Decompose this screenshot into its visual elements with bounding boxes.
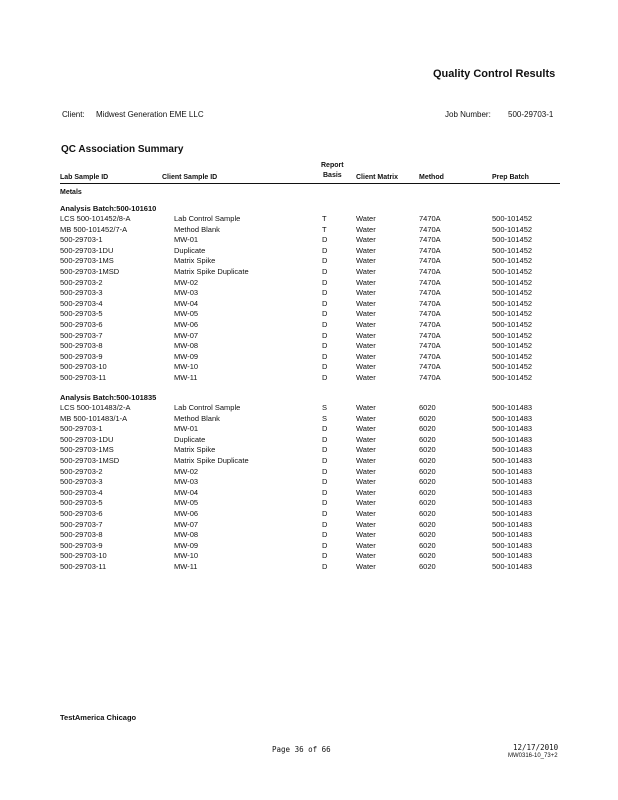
cell-prep-batch: 500-101452: [492, 320, 533, 329]
cell-lab-sample-id: LCS 500-101483/2-A: [60, 403, 131, 412]
table-row: [0, 225, 618, 236]
cell-method: 6020: [419, 403, 436, 412]
cell-client-matrix: Water: [356, 540, 376, 550]
cell-client-sample-id: MW-11: [174, 562, 198, 571]
col-header-lab-sample-id: Lab Sample ID: [60, 174, 109, 181]
table-row: [0, 488, 618, 499]
table-row: [0, 246, 618, 257]
cell-method: 7470A: [419, 214, 441, 223]
cell-client-matrix: Water: [356, 530, 376, 540]
cell-prep-batch: 500-101483: [492, 530, 533, 540]
cell-method: 7470A: [419, 351, 441, 361]
cell-prep-batch: 500-101452: [492, 373, 533, 382]
cell-report-basis: D: [322, 245, 328, 255]
cell-client-sample-id: MW-07: [174, 519, 199, 529]
cell-prep-batch: 500-101452: [492, 214, 533, 223]
cell-lab-sample-id: 500-29703-11: [60, 373, 107, 382]
cell-report-basis: D: [322, 498, 328, 508]
cell-method: 6020: [419, 498, 436, 508]
table-row: [0, 456, 618, 467]
cell-report-basis: D: [322, 373, 328, 382]
col-header-method: Method: [419, 174, 444, 181]
cell-client-matrix: Water: [356, 477, 376, 487]
cell-prep-batch: 500-101452: [492, 277, 533, 287]
cell-method: 6020: [419, 562, 436, 571]
cell-client-matrix: Water: [356, 362, 376, 372]
job-number-value: 500-29703-1: [508, 110, 554, 119]
table-row: [0, 235, 618, 246]
cell-client-sample-id: Matrix Spike Duplicate: [174, 456, 249, 465]
cell-client-matrix: Water: [356, 373, 376, 382]
cell-client-matrix: Water: [356, 224, 376, 234]
cell-client-matrix: Water: [356, 351, 376, 361]
cell-method: 7470A: [419, 277, 441, 287]
cell-client-matrix: Water: [356, 424, 376, 434]
cell-prep-batch: 500-101452: [492, 267, 533, 276]
cell-client-matrix: Water: [356, 341, 376, 351]
cell-report-basis: D: [322, 540, 328, 550]
cell-client-matrix: Water: [356, 403, 376, 412]
col-header-client-sample-id: Client Sample ID: [162, 174, 218, 181]
cell-lab-sample-id: 500-29703-7: [60, 330, 103, 340]
cell-report-basis: D: [322, 466, 328, 476]
cell-report-basis: D: [322, 434, 328, 444]
cell-lab-sample-id: 500-29703-5: [60, 498, 103, 508]
cell-lab-sample-id: 500-29703-2: [60, 466, 103, 476]
cell-method: 7470A: [419, 320, 441, 329]
cell-lab-sample-id: 500-29703-8: [60, 530, 103, 540]
cell-prep-batch: 500-101452: [492, 341, 533, 351]
cell-lab-sample-id: 500-29703-1DU: [60, 245, 114, 255]
cell-client-matrix: Water: [356, 413, 376, 423]
cell-prep-batch: 500-101452: [492, 256, 533, 266]
category-label: Metals: [60, 189, 82, 196]
table-row: [0, 541, 618, 552]
analysis-batch-title: Analysis Batch:500-101610: [60, 204, 157, 213]
cell-client-matrix: Water: [356, 519, 376, 529]
cell-client-sample-id: Matrix Spike Duplicate: [174, 267, 249, 276]
cell-client-sample-id: MW-06: [174, 320, 199, 329]
cell-lab-sample-id: LCS 500-101452/8-A: [60, 214, 131, 223]
cell-prep-batch: 500-101452: [492, 224, 533, 234]
cell-prep-batch: 500-101483: [492, 413, 533, 423]
table-row: [0, 445, 618, 456]
cell-report-basis: D: [322, 445, 328, 455]
cell-report-basis: D: [322, 509, 328, 518]
cell-method: 6020: [419, 445, 436, 455]
cell-lab-sample-id: 500-29703-1MS: [60, 256, 114, 266]
table-row: [0, 498, 618, 509]
cell-lab-sample-id: 500-29703-4: [60, 298, 103, 308]
cell-method: 7470A: [419, 256, 441, 266]
col-header-prep-batch: Prep Batch: [492, 174, 529, 181]
table-row: [0, 562, 618, 573]
cell-prep-batch: 500-101483: [492, 403, 533, 412]
cell-lab-sample-id: 500-29703-1: [60, 235, 103, 245]
analysis-batch-title: Analysis Batch:500-101835: [60, 393, 157, 402]
cell-prep-batch: 500-101452: [492, 362, 533, 372]
cell-method: 7470A: [419, 245, 441, 255]
cell-client-sample-id: MW-04: [174, 487, 199, 497]
table-row: [0, 435, 618, 446]
cell-client-matrix: Water: [356, 562, 376, 571]
table-row: [0, 320, 618, 331]
cell-lab-sample-id: 500-29703-1DU: [60, 434, 114, 444]
table-row: [0, 424, 618, 435]
cell-report-basis: D: [322, 456, 328, 465]
cell-client-matrix: Water: [356, 509, 376, 518]
cell-client-matrix: Water: [356, 245, 376, 255]
cell-report-basis: S: [322, 403, 328, 412]
cell-client-sample-id: Duplicate: [174, 245, 206, 255]
document-id: MW0316-10_73+2: [508, 753, 558, 759]
table-row: [0, 414, 618, 425]
table-row: [0, 509, 618, 520]
cell-lab-sample-id: 500-29703-1: [60, 424, 103, 434]
cell-prep-batch: 500-101452: [492, 309, 533, 319]
cell-client-sample-id: MW-08: [174, 530, 199, 540]
footer-lab-name: TestAmerica Chicago: [60, 713, 137, 722]
cell-lab-sample-id: 500-29703-2: [60, 277, 103, 287]
cell-method: 6020: [419, 466, 436, 476]
cell-prep-batch: 500-101483: [492, 551, 533, 561]
report-title: Quality Control Results: [433, 68, 556, 80]
cell-method: 6020: [419, 424, 436, 434]
cell-prep-batch: 500-101452: [492, 351, 533, 361]
cell-lab-sample-id: 500-29703-10: [60, 551, 107, 561]
cell-prep-batch: 500-101483: [492, 424, 533, 434]
cell-prep-batch: 500-101483: [492, 456, 533, 465]
cell-client-sample-id: Matrix Spike: [174, 445, 216, 455]
cell-client-sample-id: MW-02: [174, 466, 199, 476]
cell-client-sample-id: MW-04: [174, 298, 199, 308]
cell-client-sample-id: MW-05: [174, 309, 199, 319]
cell-client-sample-id: MW-05: [174, 498, 199, 508]
cell-method: 6020: [419, 540, 436, 550]
cell-client-sample-id: Lab Control Sample: [174, 214, 241, 223]
table-row: [0, 520, 618, 531]
cell-report-basis: D: [322, 519, 328, 529]
client-name: Midwest Generation EME LLC: [96, 110, 204, 119]
cell-client-sample-id: MW-07: [174, 330, 199, 340]
cell-method: 7470A: [419, 373, 441, 382]
cell-client-matrix: Water: [356, 298, 376, 308]
section-title: QC Association Summary: [61, 144, 184, 155]
cell-method: 7470A: [419, 224, 441, 234]
cell-client-matrix: Water: [356, 330, 376, 340]
cell-client-sample-id: MW-10: [174, 362, 199, 372]
cell-client-matrix: Water: [356, 309, 376, 319]
cell-method: 7470A: [419, 362, 441, 372]
cell-client-sample-id: MW-01: [174, 235, 199, 245]
cell-method: 7470A: [419, 288, 441, 298]
cell-client-matrix: Water: [356, 456, 376, 465]
cell-lab-sample-id: 500-29703-1MSD: [60, 456, 120, 465]
cell-prep-batch: 500-101483: [492, 519, 533, 529]
cell-client-matrix: Water: [356, 214, 376, 223]
table-row: [0, 299, 618, 310]
cell-client-sample-id: MW-03: [174, 477, 199, 487]
col-header-report-basis-top: Report: [321, 162, 344, 169]
cell-report-basis: S: [322, 413, 328, 423]
cell-report-basis: D: [322, 477, 328, 487]
cell-client-sample-id: MW-09: [174, 351, 199, 361]
cell-client-matrix: Water: [356, 498, 376, 508]
table-row: [0, 341, 618, 352]
cell-client-matrix: Water: [356, 235, 376, 245]
cell-client-matrix: Water: [356, 445, 376, 455]
cell-client-matrix: Water: [356, 466, 376, 476]
job-number-label: Job Number:: [445, 110, 491, 119]
cell-lab-sample-id: 500-29703-4: [60, 487, 103, 497]
cell-report-basis: D: [322, 298, 328, 308]
table-row: [0, 373, 618, 384]
cell-lab-sample-id: 500-29703-9: [60, 351, 103, 361]
cell-report-basis: D: [322, 288, 328, 298]
cell-client-sample-id: MW-11: [174, 373, 198, 382]
cell-client-sample-id: MW-02: [174, 277, 199, 287]
cell-prep-batch: 500-101483: [492, 477, 533, 487]
cell-client-matrix: Water: [356, 551, 376, 561]
cell-report-basis: D: [322, 256, 328, 266]
cell-prep-batch: 500-101483: [492, 540, 533, 550]
cell-report-basis: D: [322, 362, 328, 372]
cell-report-basis: D: [322, 530, 328, 540]
table-row: [0, 256, 618, 267]
cell-method: 6020: [419, 530, 436, 540]
cell-lab-sample-id: 500-29703-6: [60, 509, 103, 518]
cell-method: 6020: [419, 519, 436, 529]
table-row: [0, 288, 618, 299]
cell-client-matrix: Water: [356, 277, 376, 287]
cell-client-sample-id: MW-06: [174, 509, 199, 518]
page-number: Page 36 of 66: [272, 745, 331, 754]
cell-client-matrix: Water: [356, 487, 376, 497]
cell-method: 7470A: [419, 235, 441, 245]
cell-client-sample-id: Matrix Spike: [174, 256, 216, 266]
cell-report-basis: D: [322, 277, 328, 287]
cell-method: 6020: [419, 509, 436, 518]
cell-report-basis: T: [322, 214, 327, 223]
cell-method: 7470A: [419, 330, 441, 340]
cell-report-basis: D: [322, 267, 328, 276]
cell-client-matrix: Water: [356, 267, 376, 276]
cell-method: 6020: [419, 487, 436, 497]
table-row: [0, 214, 618, 225]
cell-report-basis: D: [322, 320, 328, 329]
cell-lab-sample-id: 500-29703-3: [60, 477, 103, 487]
report-date: 12/17/2010: [513, 743, 559, 752]
cell-prep-batch: 500-101483: [492, 509, 533, 518]
cell-lab-sample-id: 500-29703-8: [60, 341, 103, 351]
cell-prep-batch: 500-101452: [492, 298, 533, 308]
cell-lab-sample-id: 500-29703-7: [60, 519, 103, 529]
cell-lab-sample-id: 500-29703-1MSD: [60, 267, 120, 276]
cell-lab-sample-id: 500-29703-10: [60, 362, 107, 372]
cell-client-matrix: Water: [356, 256, 376, 266]
cell-report-basis: D: [322, 351, 328, 361]
cell-method: 6020: [419, 413, 436, 423]
cell-prep-batch: 500-101483: [492, 498, 533, 508]
client-label: Client:: [62, 110, 85, 119]
table-row: [0, 530, 618, 541]
cell-client-sample-id: Method Blank: [174, 413, 220, 423]
cell-lab-sample-id: 500-29703-3: [60, 288, 103, 298]
cell-method: 6020: [419, 456, 436, 465]
cell-report-basis: D: [322, 330, 328, 340]
cell-prep-batch: 500-101452: [492, 245, 533, 255]
table-row: [0, 467, 618, 478]
col-header-report-basis-bottom: Basis: [323, 172, 342, 179]
cell-client-matrix: Water: [356, 434, 376, 444]
cell-client-sample-id: MW-10: [174, 551, 199, 561]
cell-prep-batch: 500-101452: [492, 330, 533, 340]
cell-method: 7470A: [419, 309, 441, 319]
table-row: [0, 551, 618, 562]
cell-client-sample-id: MW-03: [174, 288, 199, 298]
table-row: [0, 403, 618, 414]
cell-client-matrix: Water: [356, 288, 376, 298]
table-row: [0, 331, 618, 342]
cell-prep-batch: 500-101483: [492, 562, 533, 571]
cell-lab-sample-id: 500-29703-6: [60, 320, 103, 329]
header-rule: [60, 183, 560, 184]
cell-method: 7470A: [419, 341, 441, 351]
cell-client-sample-id: MW-01: [174, 424, 199, 434]
cell-client-sample-id: Lab Control Sample: [174, 403, 241, 412]
cell-report-basis: T: [322, 224, 327, 234]
cell-method: 6020: [419, 477, 436, 487]
cell-lab-sample-id: MB 500-101452/7-A: [60, 224, 128, 234]
cell-client-sample-id: MW-09: [174, 540, 199, 550]
cell-method: 6020: [419, 551, 436, 561]
cell-prep-batch: 500-101483: [492, 487, 533, 497]
cell-prep-batch: 500-101483: [492, 466, 533, 476]
cell-report-basis: D: [322, 551, 328, 561]
table-row: [0, 362, 618, 373]
col-header-client-matrix: Client Matrix: [356, 174, 399, 181]
cell-prep-batch: 500-101483: [492, 445, 533, 455]
cell-method: 7470A: [419, 267, 441, 276]
cell-report-basis: D: [322, 309, 328, 319]
cell-method: 6020: [419, 434, 436, 444]
cell-prep-batch: 500-101483: [492, 434, 533, 444]
cell-report-basis: D: [322, 487, 328, 497]
table-row: [0, 278, 618, 289]
cell-lab-sample-id: 500-29703-9: [60, 540, 103, 550]
cell-report-basis: D: [322, 341, 328, 351]
cell-lab-sample-id: 500-29703-1MS: [60, 445, 114, 455]
table-row: [0, 309, 618, 320]
cell-prep-batch: 500-101452: [492, 235, 533, 245]
cell-lab-sample-id: MB 500-101483/1-A: [60, 413, 128, 423]
cell-report-basis: D: [322, 424, 328, 434]
cell-method: 7470A: [419, 298, 441, 308]
cell-lab-sample-id: 500-29703-5: [60, 309, 103, 319]
cell-lab-sample-id: 500-29703-11: [60, 562, 107, 571]
cell-report-basis: D: [322, 562, 328, 571]
cell-client-sample-id: MW-08: [174, 341, 199, 351]
cell-client-sample-id: Duplicate: [174, 434, 206, 444]
cell-client-matrix: Water: [356, 320, 376, 329]
table-row: [0, 352, 618, 363]
cell-report-basis: D: [322, 235, 328, 245]
cell-client-sample-id: Method Blank: [174, 224, 220, 234]
cell-prep-batch: 500-101452: [492, 288, 533, 298]
table-row: [0, 267, 618, 278]
table-row: [0, 477, 618, 488]
